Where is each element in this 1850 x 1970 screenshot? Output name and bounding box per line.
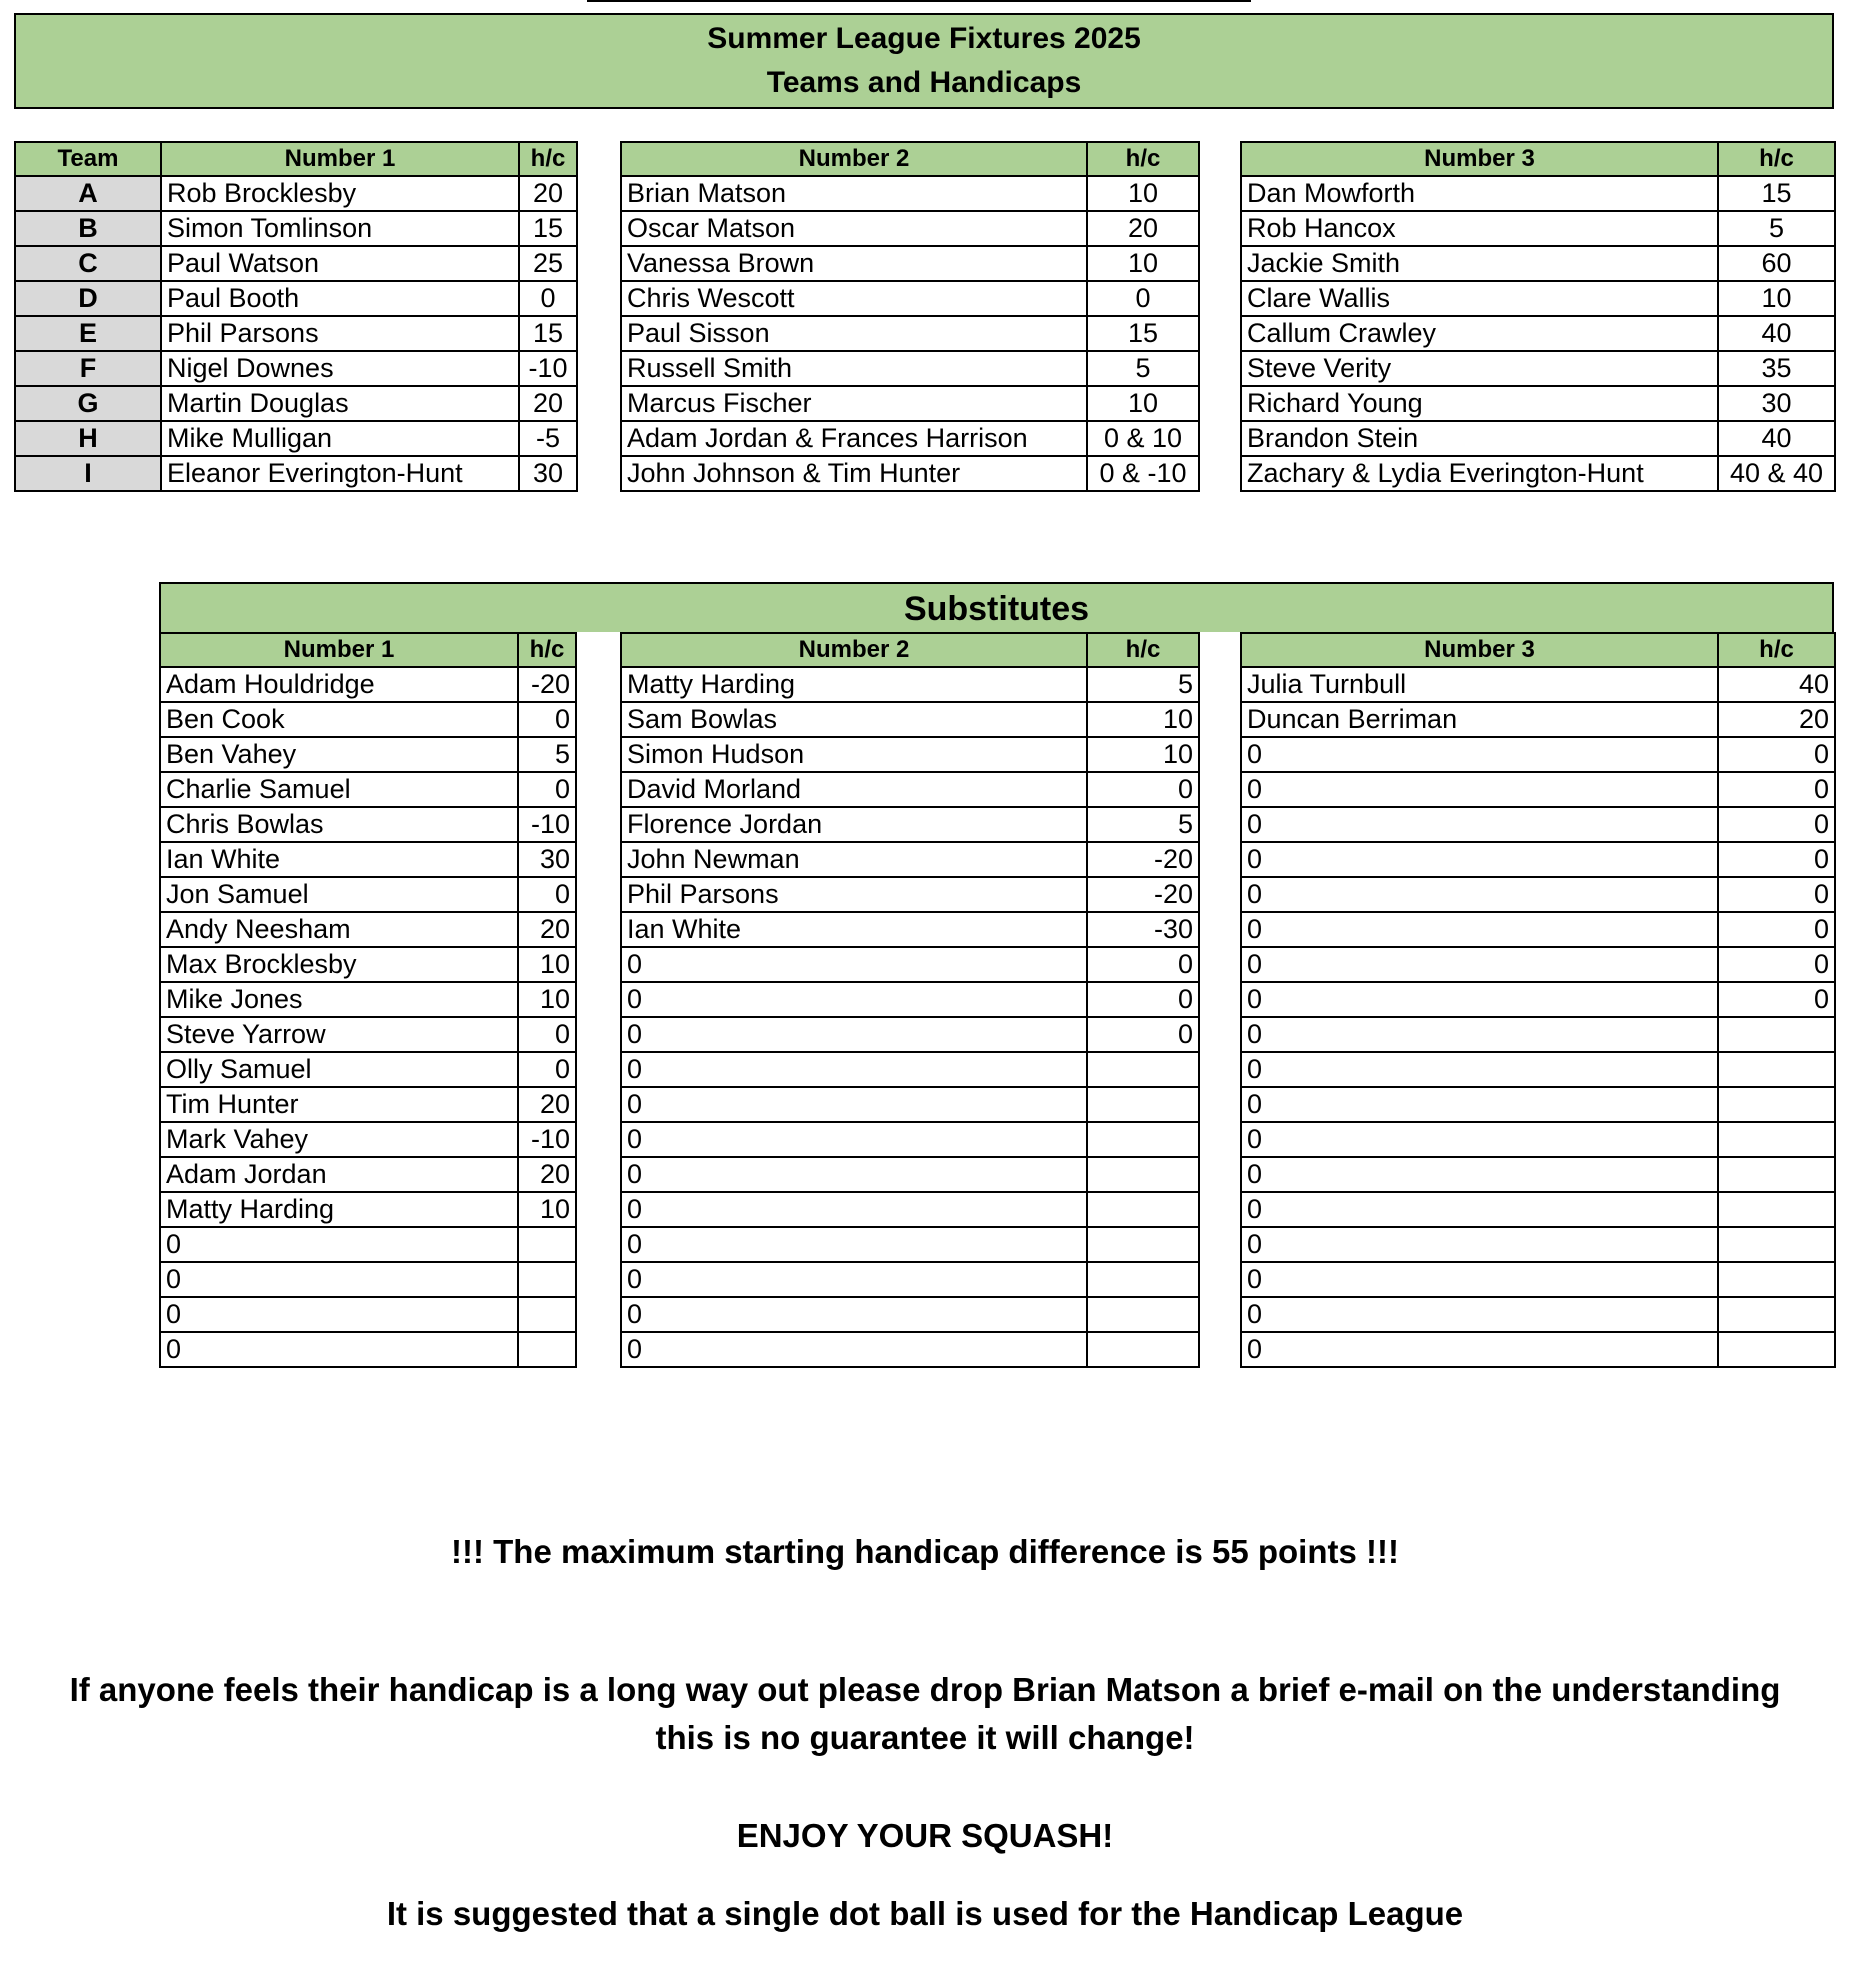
table-row — [15, 351, 577, 386]
player-name-cell: 0 — [621, 1052, 1087, 1087]
player-name-cell: Tim Hunter — [160, 1087, 518, 1122]
handicap-cell — [1718, 1157, 1835, 1192]
top-rule — [587, 0, 1251, 2]
table-row — [160, 702, 576, 737]
handicap-cell: 15 — [519, 316, 577, 351]
player-name-cell: Mark Vahey — [160, 1122, 518, 1157]
table-row — [621, 737, 1199, 772]
table-row — [621, 211, 1199, 246]
handicap-cell — [1718, 1122, 1835, 1157]
table-row — [1241, 211, 1835, 246]
player-name-cell: 0 — [160, 1297, 518, 1332]
handicap-cell: 10 — [518, 982, 576, 1017]
handicap-cell: 10 — [1718, 281, 1835, 316]
handicap-cell: 0 — [1718, 807, 1835, 842]
player-name-cell: 0 — [1241, 1122, 1718, 1157]
player-name-cell: 0 — [1241, 1262, 1718, 1297]
table-row — [160, 772, 576, 807]
player-name-cell: Mike Jones — [160, 982, 518, 1017]
table-row — [15, 176, 577, 211]
handicap-cell: 40 — [1718, 421, 1835, 456]
player-name-cell: Paul Watson — [161, 246, 519, 281]
player-name-cell: Adam Jordan & Frances Harrison — [621, 421, 1087, 456]
handicap-cell: 10 — [518, 1192, 576, 1227]
player-name-cell: 0 — [160, 1262, 518, 1297]
table-row — [621, 842, 1199, 877]
table-row — [621, 1297, 1199, 1332]
handicap-cell — [1718, 1332, 1835, 1367]
handicap-cell: 0 — [1718, 737, 1835, 772]
player-name-cell: Charlie Samuel — [160, 772, 518, 807]
col-header-hc: h/c — [519, 142, 577, 176]
handicap-cell: -20 — [518, 667, 576, 702]
handicap-cell: 20 — [519, 386, 577, 421]
player-name-cell: Simon Tomlinson — [161, 211, 519, 246]
player-name-cell: 0 — [621, 1332, 1087, 1367]
team-letter-cell: F — [15, 351, 161, 386]
table-row — [160, 877, 576, 912]
table-row — [1241, 1192, 1835, 1227]
player-name-cell: 0 — [621, 1297, 1087, 1332]
player-name-cell: Ian White — [160, 842, 518, 877]
handicap-cell — [1087, 1262, 1199, 1297]
handicap-cell: 15 — [1087, 316, 1199, 351]
player-name-cell: Simon Hudson — [621, 737, 1087, 772]
handicap-cell: 20 — [518, 1157, 576, 1192]
table-row — [1241, 1017, 1835, 1052]
teams-number1-table — [14, 141, 578, 492]
handicap-cell: 40 — [1718, 667, 1835, 702]
table-row — [621, 1332, 1199, 1367]
handicap-cell — [1718, 1017, 1835, 1052]
table-row — [621, 1262, 1199, 1297]
team-letter-cell: B — [15, 211, 161, 246]
handicap-cell: 0 — [1718, 772, 1835, 807]
table-row — [1241, 1122, 1835, 1157]
team-letter-cell: E — [15, 316, 161, 351]
handicap-cell: 35 — [1718, 351, 1835, 386]
player-name-cell: Phil Parsons — [161, 316, 519, 351]
player-name-cell: 0 — [621, 982, 1087, 1017]
table-row — [160, 1332, 576, 1367]
handicap-cell: 0 — [1087, 947, 1199, 982]
table-row — [621, 316, 1199, 351]
handicap-cell: 0 — [1718, 947, 1835, 982]
handicap-cell: 10 — [518, 947, 576, 982]
table-row — [1241, 737, 1835, 772]
table-row — [160, 1297, 576, 1332]
table-row — [160, 1262, 576, 1297]
player-name-cell: 0 — [1241, 1052, 1718, 1087]
player-name-cell: 0 — [1241, 772, 1718, 807]
player-name-cell: Andy Neesham — [160, 912, 518, 947]
table-row — [1241, 1227, 1835, 1262]
table-row — [15, 386, 577, 421]
table-row — [1241, 1332, 1835, 1367]
table-row — [1241, 386, 1835, 421]
table-row — [1241, 351, 1835, 386]
table-row — [621, 1087, 1199, 1122]
table-row — [15, 316, 577, 351]
table-row — [1241, 1297, 1835, 1332]
handicap-cell: 15 — [519, 211, 577, 246]
table-row — [1241, 807, 1835, 842]
table-row — [160, 947, 576, 982]
handicap-cell — [1718, 1192, 1835, 1227]
table-row — [1241, 912, 1835, 947]
player-name-cell: 0 — [1241, 737, 1718, 772]
player-name-cell: Florence Jordan — [621, 807, 1087, 842]
team-letter-cell: H — [15, 421, 161, 456]
player-name-cell: Vanessa Brown — [621, 246, 1087, 281]
handicap-cell — [1087, 1227, 1199, 1262]
handicap-cell — [1087, 1297, 1199, 1332]
handicap-cell: 10 — [1087, 176, 1199, 211]
player-name-cell: Ben Cook — [160, 702, 518, 737]
player-name-cell: 0 — [1241, 1192, 1718, 1227]
table-row — [15, 456, 577, 491]
player-name-cell: Richard Young — [1241, 386, 1718, 421]
col-header-number1: Number 1 — [160, 633, 518, 667]
title-banner — [14, 13, 1834, 109]
handicap-cell: -10 — [518, 807, 576, 842]
handicap-cell: 0 — [518, 772, 576, 807]
table-row — [160, 1017, 576, 1052]
handicap-cell: -10 — [519, 351, 577, 386]
player-name-cell: Russell Smith — [621, 351, 1087, 386]
player-name-cell: Callum Crawley — [1241, 316, 1718, 351]
page-subtitle: Teams and Handicaps — [766, 66, 1082, 99]
teams-number2-table — [620, 141, 1200, 492]
table-row — [621, 877, 1199, 912]
table-row — [160, 737, 576, 772]
team-letter-cell: G — [15, 386, 161, 421]
handicap-cell: -30 — [1087, 912, 1199, 947]
subs-number1-table — [159, 632, 577, 1368]
substitutes-title: Substitutes — [159, 582, 1834, 632]
table-row — [1241, 176, 1835, 211]
ball-note: It is suggested that a single dot ball is used for the Handicap League — [386, 1895, 1464, 1932]
table-row — [621, 1122, 1199, 1157]
player-name-cell: Steve Verity — [1241, 351, 1718, 386]
player-name-cell: Adam Jordan — [160, 1157, 518, 1192]
player-name-cell: Zachary & Lydia Everington-Hunt — [1241, 456, 1718, 491]
table-row — [621, 386, 1199, 421]
player-name-cell: Jon Samuel — [160, 877, 518, 912]
handicap-cell: 10 — [1087, 702, 1199, 737]
table-row — [621, 1017, 1199, 1052]
handicap-cell: 0 — [1087, 982, 1199, 1017]
player-name-cell: Rob Brocklesby — [161, 176, 519, 211]
handicap-cell — [518, 1262, 576, 1297]
table-row — [1241, 1157, 1835, 1192]
col-header-hc: h/c — [1087, 633, 1199, 667]
player-name-cell: Oscar Matson — [621, 211, 1087, 246]
table-row — [15, 421, 577, 456]
player-name-cell: Martin Douglas — [161, 386, 519, 421]
handicap-cell: 0 — [518, 1017, 576, 1052]
table-row — [1241, 421, 1835, 456]
handicap-cell: -20 — [1087, 877, 1199, 912]
table-row — [160, 842, 576, 877]
player-name-cell: 0 — [621, 1157, 1087, 1192]
table-row — [1241, 316, 1835, 351]
table-row — [15, 246, 577, 281]
player-name-cell: 0 — [1241, 982, 1718, 1017]
handicap-cell: 0 — [1087, 772, 1199, 807]
col-header-number2: Number 2 — [621, 142, 1087, 176]
table-row — [1241, 842, 1835, 877]
handicap-cell: 10 — [1087, 737, 1199, 772]
handicap-cell: 0 — [1718, 877, 1835, 912]
table-row — [621, 1227, 1199, 1262]
table-row — [1241, 456, 1835, 491]
handicap-cell: 0 — [1718, 912, 1835, 947]
handicap-cell: 30 — [1718, 386, 1835, 421]
player-name-cell: 0 — [1241, 1297, 1718, 1332]
handicap-cell: 0 — [1718, 982, 1835, 1017]
handicap-cell: -10 — [518, 1122, 576, 1157]
player-name-cell: Steve Yarrow — [160, 1017, 518, 1052]
handicap-cell — [1087, 1192, 1199, 1227]
handicap-cell: 30 — [519, 456, 577, 491]
player-name-cell: 0 — [1241, 1017, 1718, 1052]
table-row — [1241, 947, 1835, 982]
handicap-cell: 10 — [1087, 246, 1199, 281]
player-name-cell: 0 — [621, 1017, 1087, 1052]
handicap-cell — [518, 1297, 576, 1332]
table-row — [621, 421, 1199, 456]
table-row — [1241, 1052, 1835, 1087]
table-row — [621, 1052, 1199, 1087]
player-name-cell: 0 — [621, 947, 1087, 982]
player-name-cell: Matty Harding — [160, 1192, 518, 1227]
player-name-cell: Brian Matson — [621, 176, 1087, 211]
table-row — [160, 807, 576, 842]
player-name-cell: Paul Sisson — [621, 316, 1087, 351]
table-row — [621, 1157, 1199, 1192]
table-row — [15, 281, 577, 316]
col-header-hc: h/c — [1718, 633, 1835, 667]
team-letter-cell: C — [15, 246, 161, 281]
table-row — [621, 456, 1199, 491]
page-title: Summer League Fixtures 2025 — [707, 22, 1141, 55]
table-row — [160, 982, 576, 1017]
handicap-cell — [1718, 1227, 1835, 1262]
handicap-cell: 0 & 10 — [1087, 421, 1199, 456]
handicap-cell: 5 — [1087, 351, 1199, 386]
player-name-cell: 0 — [1241, 1157, 1718, 1192]
player-name-cell: Nigel Downes — [161, 351, 519, 386]
col-header-hc: h/c — [1718, 142, 1835, 176]
player-name-cell: David Morland — [621, 772, 1087, 807]
player-name-cell: 0 — [1241, 877, 1718, 912]
table-row — [160, 1087, 576, 1122]
handicap-cell: 5 — [518, 737, 576, 772]
handicap-cell: 40 — [1718, 316, 1835, 351]
handicap-cell: 20 — [518, 912, 576, 947]
subs-number3-table — [1240, 632, 1836, 1368]
player-name-cell: John Newman — [621, 842, 1087, 877]
col-header-number3: Number 3 — [1241, 142, 1718, 176]
handicap-cell: 0 — [519, 281, 577, 316]
teams-number3-table — [1240, 141, 1836, 492]
handicap-cell — [518, 1227, 576, 1262]
col-header-number1: Number 1 — [161, 142, 519, 176]
player-name-cell: Chris Bowlas — [160, 807, 518, 842]
table-row — [621, 982, 1199, 1017]
player-name-cell: Adam Houldridge — [160, 667, 518, 702]
handicap-cell — [1718, 1262, 1835, 1297]
col-header-number3: Number 3 — [1241, 633, 1718, 667]
table-row — [1241, 667, 1835, 702]
player-name-cell: Rob Hancox — [1241, 211, 1718, 246]
table-row — [621, 807, 1199, 842]
table-row — [1241, 772, 1835, 807]
player-name-cell: Sam Bowlas — [621, 702, 1087, 737]
col-header-hc: h/c — [518, 633, 576, 667]
handicap-cell: 15 — [1718, 176, 1835, 211]
player-name-cell: Clare Wallis — [1241, 281, 1718, 316]
handicap-cell: 0 — [518, 702, 576, 737]
player-name-cell: Jackie Smith — [1241, 246, 1718, 281]
table-row — [621, 947, 1199, 982]
handicap-cell: 10 — [1087, 386, 1199, 421]
player-name-cell: Eleanor Everington-Hunt — [161, 456, 519, 491]
table-row — [160, 1157, 576, 1192]
col-header-hc: h/c — [1087, 142, 1199, 176]
handicap-cell: 5 — [1087, 807, 1199, 842]
handicap-cell — [1718, 1052, 1835, 1087]
handicap-cell: 60 — [1718, 246, 1835, 281]
handicap-note-line1: If anyone feels their handicap is a long way out please drop Brian Matson a brief e-mail on the understanding — [69, 1671, 1781, 1708]
player-name-cell: Ian White — [621, 912, 1087, 947]
handicap-cell — [1087, 1052, 1199, 1087]
player-name-cell: Dan Mowforth — [1241, 176, 1718, 211]
player-name-cell: Olly Samuel — [160, 1052, 518, 1087]
player-name-cell: Mike Mulligan — [161, 421, 519, 456]
handicap-cell — [1087, 1332, 1199, 1367]
player-name-cell: 0 — [1241, 1227, 1718, 1262]
table-row — [1241, 982, 1835, 1017]
player-name-cell: 0 — [160, 1332, 518, 1367]
table-row — [1241, 702, 1835, 737]
player-name-cell: 0 — [1241, 1332, 1718, 1367]
handicap-cell: 20 — [1087, 211, 1199, 246]
table-row — [15, 211, 577, 246]
player-name-cell: 0 — [621, 1227, 1087, 1262]
player-name-cell: 0 — [621, 1262, 1087, 1297]
team-letter-cell: D — [15, 281, 161, 316]
table-row — [160, 1227, 576, 1262]
table-row — [621, 246, 1199, 281]
handicap-cell: -20 — [1087, 842, 1199, 877]
handicap-cell: 30 — [518, 842, 576, 877]
handicap-cell: -5 — [519, 421, 577, 456]
table-row — [1241, 877, 1835, 912]
table-row — [160, 912, 576, 947]
table-row — [621, 176, 1199, 211]
player-name-cell: Duncan Berriman — [1241, 702, 1718, 737]
table-row — [621, 281, 1199, 316]
table-row — [621, 912, 1199, 947]
handicap-cell — [1718, 1087, 1835, 1122]
player-name-cell: 0 — [1241, 912, 1718, 947]
player-name-cell: Chris Wescott — [621, 281, 1087, 316]
handicap-cell: 5 — [1718, 211, 1835, 246]
player-name-cell: Brandon Stein — [1241, 421, 1718, 456]
table-row — [621, 1192, 1199, 1227]
handicap-cell: 0 — [1087, 281, 1199, 316]
team-letter-cell: A — [15, 176, 161, 211]
table-row — [1241, 1262, 1835, 1297]
handicap-cell: 0 — [1718, 842, 1835, 877]
table-row — [160, 1052, 576, 1087]
handicap-cell: 40 & 40 — [1718, 456, 1835, 491]
handicap-cell: 0 — [518, 877, 576, 912]
player-name-cell: 0 — [621, 1192, 1087, 1227]
handicap-cell — [1718, 1297, 1835, 1332]
table-row — [621, 351, 1199, 386]
player-name-cell: Max Brocklesby — [160, 947, 518, 982]
handicap-cell: 20 — [519, 176, 577, 211]
table-row — [160, 1192, 576, 1227]
team-letter-cell: I — [15, 456, 161, 491]
handicap-cell: 20 — [518, 1087, 576, 1122]
player-name-cell: 0 — [1241, 807, 1718, 842]
subs-number2-table — [620, 632, 1200, 1368]
player-name-cell: Julia Turnbull — [1241, 667, 1718, 702]
table-row — [621, 667, 1199, 702]
table-row — [160, 667, 576, 702]
player-name-cell: 0 — [1241, 1087, 1718, 1122]
player-name-cell: Matty Harding — [621, 667, 1087, 702]
handicap-cell: 20 — [1718, 702, 1835, 737]
table-row — [1241, 246, 1835, 281]
player-name-cell: 0 — [160, 1227, 518, 1262]
handicap-cell — [1087, 1157, 1199, 1192]
table-row — [621, 772, 1199, 807]
col-header-number2: Number 2 — [621, 633, 1087, 667]
max-difference-note: !!! The maximum starting handicap difference is 55 points !!! — [451, 1533, 1399, 1570]
player-name-cell: 0 — [1241, 842, 1718, 877]
handicap-cell: 5 — [1087, 667, 1199, 702]
table-row — [160, 1122, 576, 1157]
player-name-cell: Paul Booth — [161, 281, 519, 316]
handicap-cell: 0 — [518, 1052, 576, 1087]
handicap-cell — [1087, 1087, 1199, 1122]
player-name-cell: 0 — [621, 1087, 1087, 1122]
col-header-team: Team — [15, 142, 161, 176]
handicap-cell: 25 — [519, 246, 577, 281]
player-name-cell: 0 — [621, 1122, 1087, 1157]
handicap-cell — [1087, 1122, 1199, 1157]
table-row — [1241, 1087, 1835, 1122]
player-name-cell: John Johnson & Tim Hunter — [621, 456, 1087, 491]
handicap-cell — [518, 1332, 576, 1367]
player-name-cell: 0 — [1241, 947, 1718, 982]
handicap-note-line2: this is no guarantee it will change! — [655, 1719, 1195, 1756]
enjoy-note: ENJOY YOUR SQUASH! — [736, 1817, 1114, 1854]
handicap-cell: 0 — [1087, 1017, 1199, 1052]
table-row — [621, 702, 1199, 737]
player-name-cell: Marcus Fischer — [621, 386, 1087, 421]
player-name-cell: Ben Vahey — [160, 737, 518, 772]
table-row — [1241, 281, 1835, 316]
handicap-cell: 0 & -10 — [1087, 456, 1199, 491]
player-name-cell: Phil Parsons — [621, 877, 1087, 912]
